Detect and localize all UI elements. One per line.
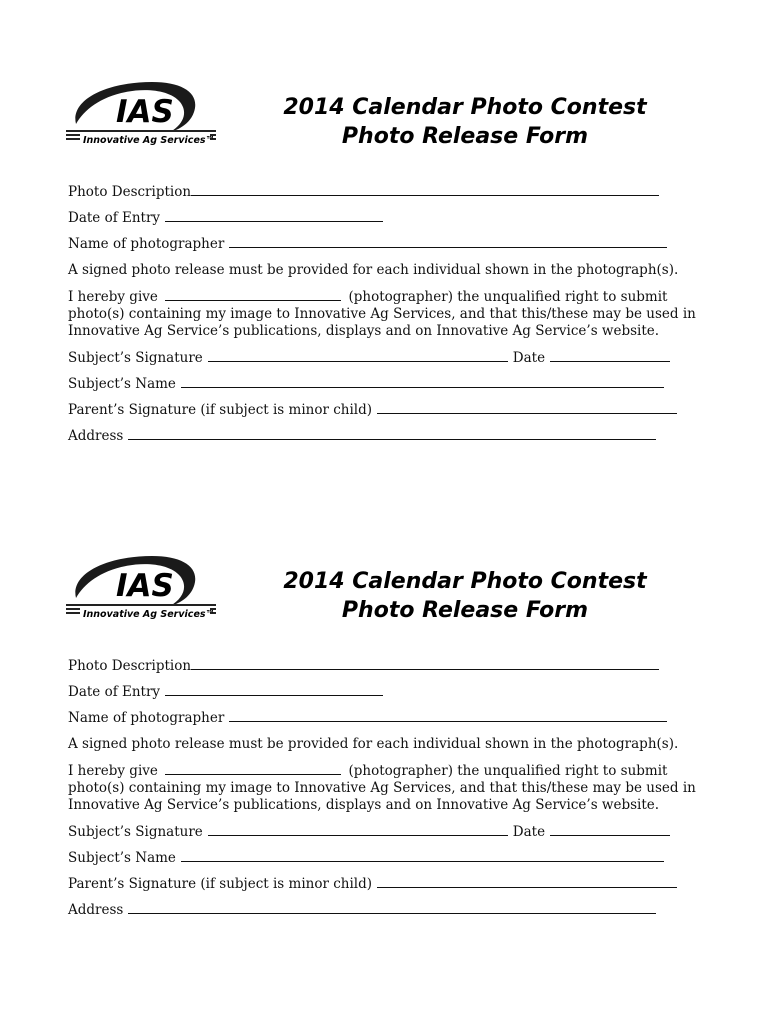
- parent-signature-field[interactable]: [377, 875, 677, 888]
- parent-signature-field[interactable]: [377, 401, 677, 414]
- form-title: [270, 567, 660, 625]
- date-of-entry-row: [68, 683, 383, 701]
- address-field[interactable]: [128, 427, 656, 440]
- photo-description-label: Photo Description: [68, 184, 192, 200]
- release-text: (photographer) the unqualified right to submit photo(s) containing my image to Innovative Ag Services, and that this/these may be used in Innovative Ag Service’s publications, displays and on Innovative Ag Service’s website.: [68, 763, 696, 813]
- ias-logo-text: IAS: [116, 94, 174, 130]
- subject-name-field[interactable]: [181, 375, 664, 388]
- release-prefix: I hereby give: [68, 763, 158, 779]
- ias-logo-graphic: [66, 80, 218, 160]
- photo-description-row: [68, 657, 659, 675]
- address-row: [68, 901, 656, 919]
- subject-name-field[interactable]: [181, 849, 664, 862]
- photo-release-form-1: [0, 0, 770, 470]
- release-paragraph: [68, 288, 708, 340]
- ias-logo-graphic: [66, 554, 218, 634]
- photo-description-field[interactable]: [191, 183, 659, 196]
- date-field[interactable]: [550, 349, 670, 362]
- address-row: [68, 427, 656, 445]
- release-paragraph: [68, 762, 708, 814]
- photographer-label: Name of photographer: [68, 710, 225, 726]
- photographer-field[interactable]: [229, 235, 667, 248]
- subject-name-label: Subject’s Name: [68, 850, 176, 866]
- ias-logo: [66, 554, 218, 634]
- photo-description-field[interactable]: [191, 657, 659, 670]
- parent-signature-row: [68, 875, 677, 893]
- title-line-1: 2014 Calendar Photo Contest: [283, 95, 647, 120]
- ias-logo-tagline: Innovative Ag Services™: [83, 135, 216, 146]
- subject-name-row: [68, 375, 664, 393]
- form-title: [270, 93, 660, 151]
- subject-signature-label: Subject’s Signature: [68, 350, 203, 366]
- date-field[interactable]: [550, 823, 670, 836]
- photo-release-form-2: [0, 474, 770, 944]
- subject-name-label: Subject’s Name: [68, 376, 176, 392]
- ias-logo: [66, 80, 218, 160]
- photographer-row: [68, 235, 667, 253]
- notice-row: [68, 262, 678, 279]
- date-of-entry-row: [68, 209, 383, 227]
- title-line-2: Photo Release Form: [341, 124, 589, 149]
- photographer-grant-field[interactable]: [165, 288, 341, 301]
- title-line-2: Photo Release Form: [341, 598, 589, 623]
- notice-text: A signed photo release must be provided for each individual shown in the photograph(s).: [68, 262, 679, 278]
- date-label: Date: [512, 824, 546, 840]
- photographer-grant-field[interactable]: [165, 762, 341, 775]
- photo-description-row: [68, 183, 659, 201]
- parent-signature-label: Parent’s Signature (if subject is minor child): [68, 402, 373, 418]
- release-prefix: I hereby give: [68, 289, 158, 305]
- photographer-field[interactable]: [229, 709, 667, 722]
- photographer-label: Name of photographer: [68, 236, 225, 252]
- notice-text: A signed photo release must be provided for each individual shown in the photograph(s).: [68, 736, 679, 752]
- ias-logo-tagline: Innovative Ag Services™: [83, 609, 216, 620]
- photographer-row: [68, 709, 667, 727]
- address-field[interactable]: [128, 901, 656, 914]
- subject-name-row: [68, 849, 664, 867]
- subject-signature-row: [68, 349, 670, 367]
- ias-logo-text: IAS: [116, 568, 174, 604]
- subject-signature-row: [68, 823, 670, 841]
- date-of-entry-label: Date of Entry: [68, 210, 161, 226]
- address-label: Address: [68, 902, 124, 918]
- date-of-entry-label: Date of Entry: [68, 684, 161, 700]
- photo-description-label: Photo Description: [68, 658, 192, 674]
- date-of-entry-field[interactable]: [165, 209, 383, 222]
- date-of-entry-field[interactable]: [165, 683, 383, 696]
- notice-row: [68, 736, 678, 753]
- subject-signature-field[interactable]: [208, 823, 508, 836]
- release-text: (photographer) the unqualified right to submit photo(s) containing my image to Innovative Ag Services, and that this/these may be used in Innovative Ag Service’s publications, displays and on Innovative Ag Service’s website.: [68, 289, 696, 339]
- title-line-1: 2014 Calendar Photo Contest: [283, 569, 647, 594]
- date-label: Date: [512, 350, 546, 366]
- subject-signature-label: Subject’s Signature: [68, 824, 203, 840]
- address-label: Address: [68, 428, 124, 444]
- parent-signature-row: [68, 401, 677, 419]
- subject-signature-field[interactable]: [208, 349, 508, 362]
- parent-signature-label: Parent’s Signature (if subject is minor child): [68, 876, 373, 892]
